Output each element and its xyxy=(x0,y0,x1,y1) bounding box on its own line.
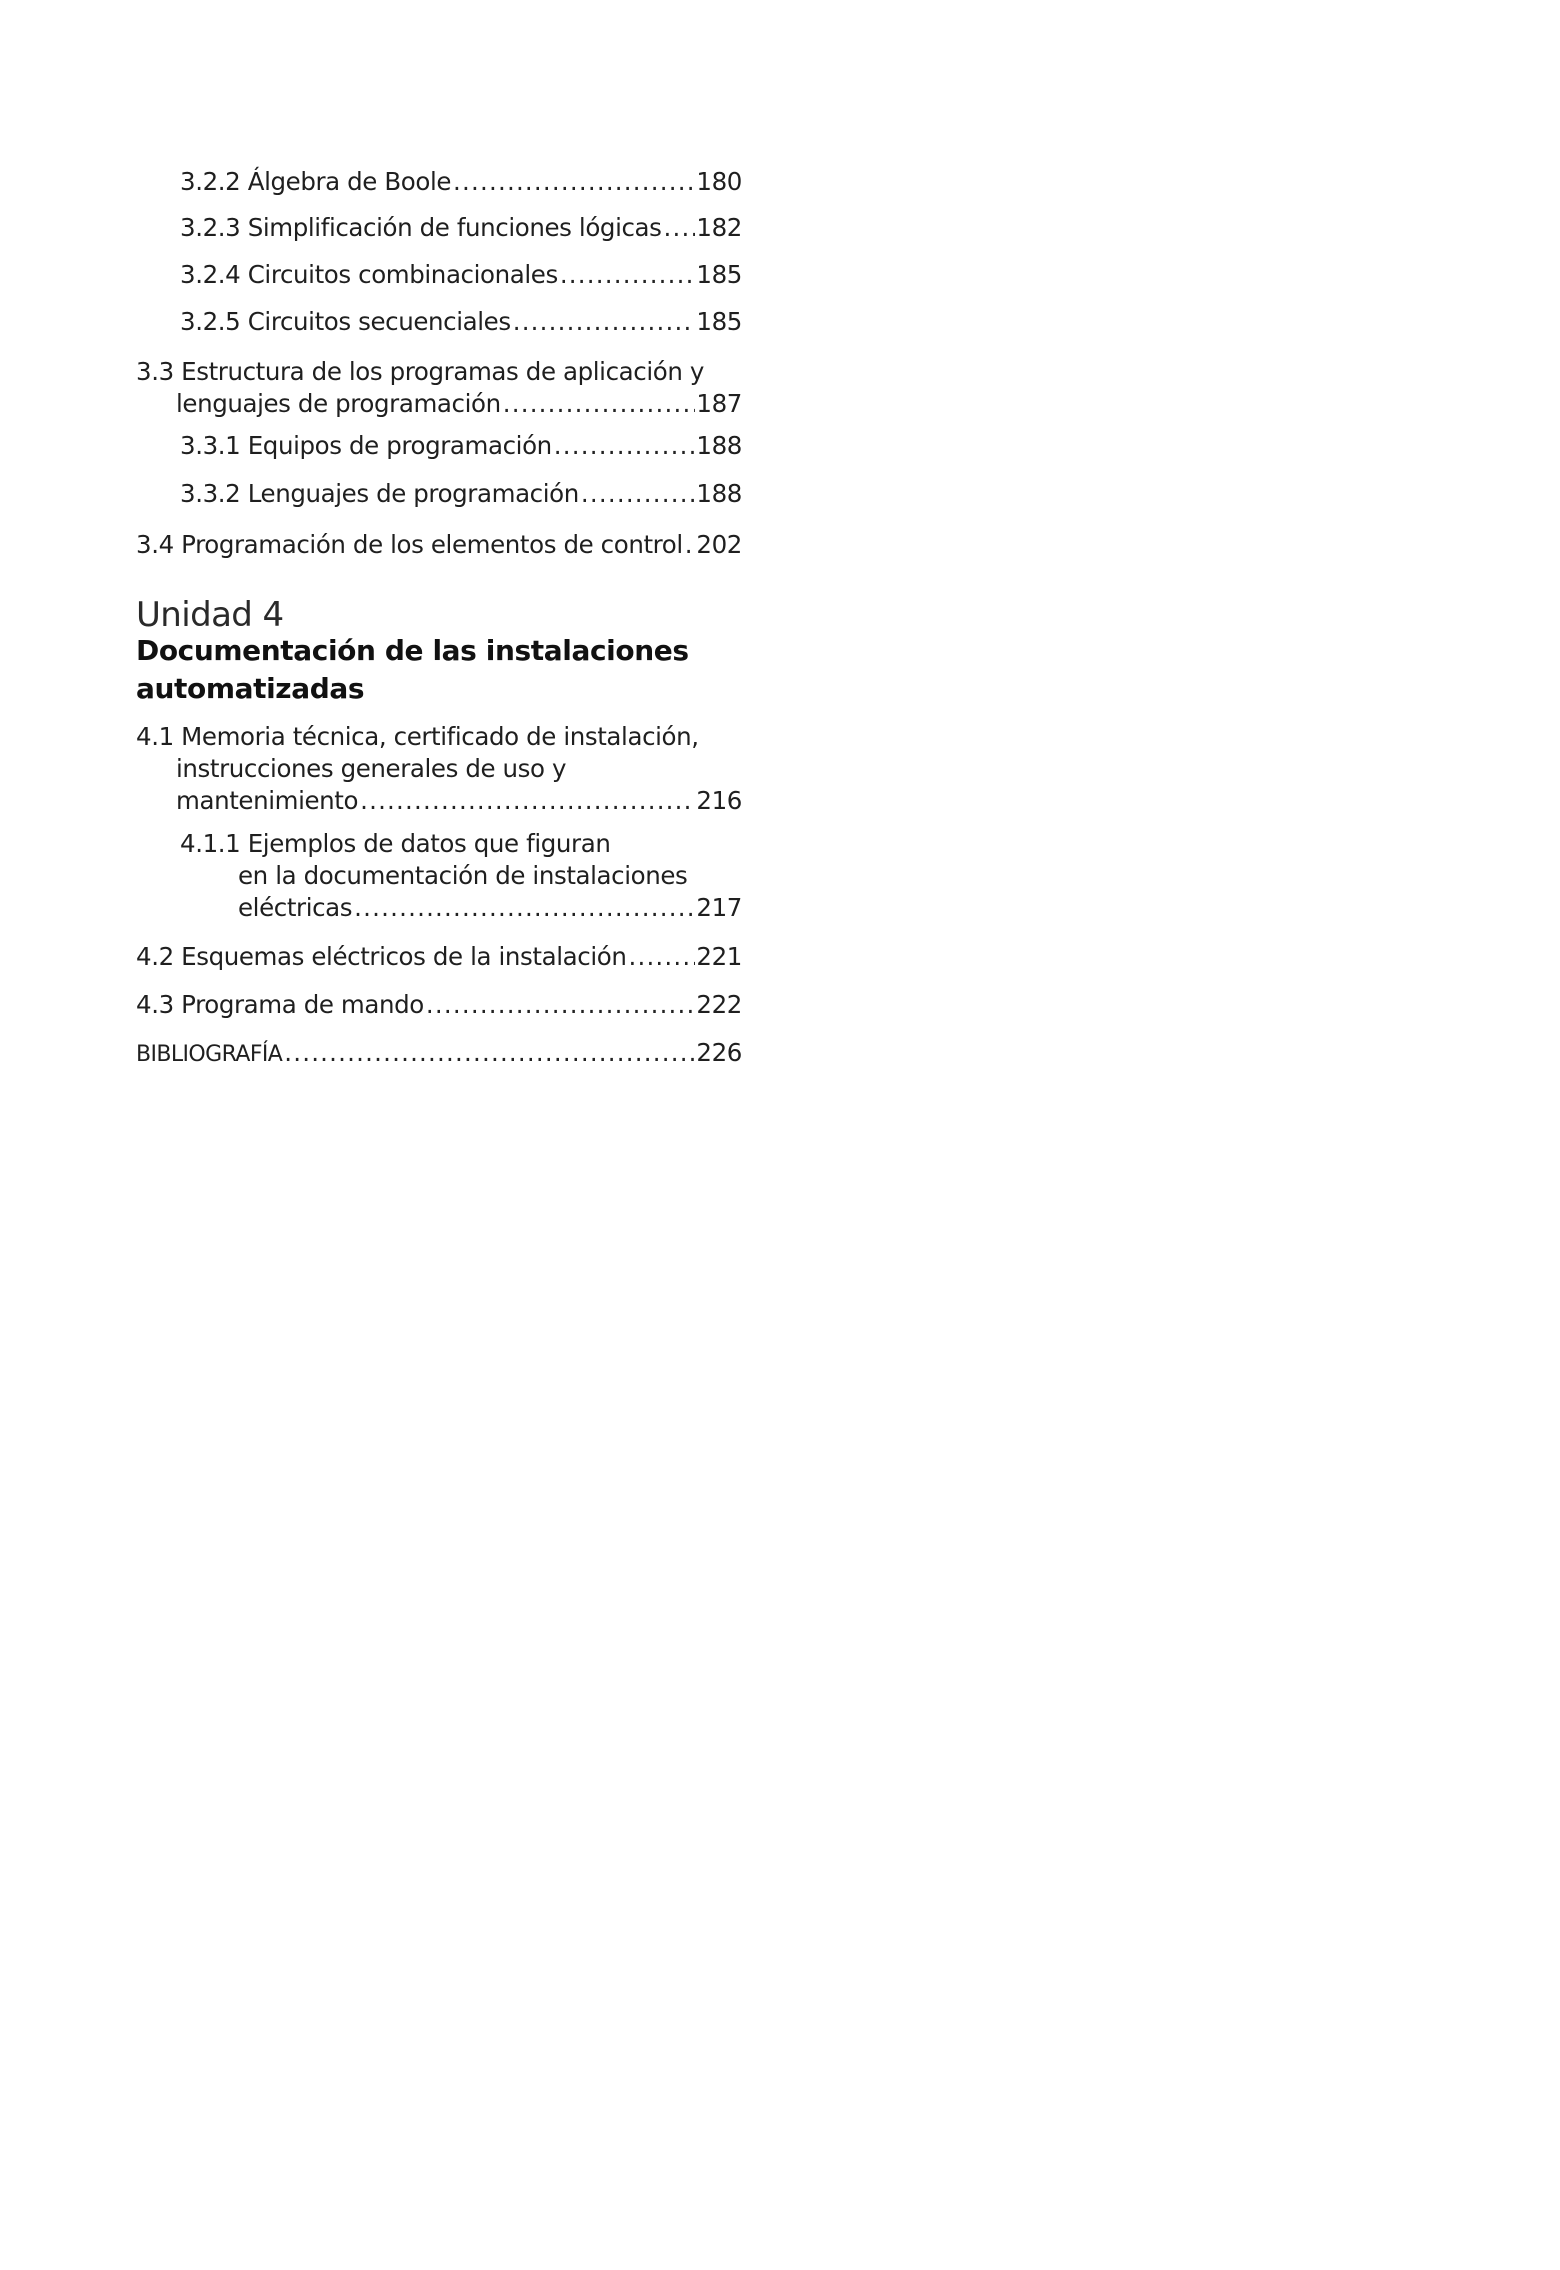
toc-entry-title: 4.1 Memoria técnica, certificado de instalación, xyxy=(136,722,699,751)
toc-entry-3-2-4 xyxy=(136,259,742,291)
dot-leader xyxy=(358,785,695,817)
toc-entry-title: 3.4 Programación de los elementos de control xyxy=(136,530,683,559)
toc-entry-bibliography xyxy=(136,1037,742,1071)
dot-leader xyxy=(683,529,696,561)
toc-entry-title: 3.2.4 Circuitos combinacionales xyxy=(180,260,558,289)
unit-label: Unidad 4 xyxy=(136,595,284,635)
dot-leader xyxy=(424,989,696,1021)
dot-leader xyxy=(501,388,696,420)
dot-leader xyxy=(352,892,695,924)
toc-page-number: 180 xyxy=(696,167,742,196)
toc-page-number: 188 xyxy=(696,479,742,508)
toc-entry-4-1 xyxy=(136,721,742,817)
toc-entry-title: 4.2 Esquemas eléctricos de la instalación xyxy=(136,942,627,971)
toc-entry-title: 3.3 Estructura de los programas de aplicación y xyxy=(136,357,704,386)
unit-title-continued: automatizadas xyxy=(136,672,365,705)
toc-entry-title-continued: en la documentación de instalaciones xyxy=(238,861,688,890)
toc-entry-3-2-3 xyxy=(136,212,742,244)
toc-page-number: 182 xyxy=(696,213,742,242)
toc-entry-title-continued: mantenimiento xyxy=(176,786,359,815)
dot-leader xyxy=(626,941,695,973)
toc-page-number: 185 xyxy=(696,307,742,336)
toc-entry-title: 3.3.1 Equipos de programación xyxy=(180,431,552,460)
dot-leader xyxy=(511,306,696,338)
toc-page-number: 188 xyxy=(696,431,742,460)
toc-page-number: 221 xyxy=(696,942,742,971)
toc-entry-title-continued: instrucciones generales de uso y xyxy=(176,754,567,783)
toc-entry-4-1-1 xyxy=(136,828,742,924)
unit-title: Documentación de las instalaciones xyxy=(136,634,689,667)
toc-page-number: 222 xyxy=(696,990,742,1019)
toc-entry-title: 3.2.3 Simplificación de funciones lógicas xyxy=(180,213,662,242)
toc-entry-3-3 xyxy=(136,356,742,420)
toc-entry-3-3-2 xyxy=(136,478,742,510)
toc-entry-title: 3.3.2 Lenguajes de programación xyxy=(180,479,579,508)
unit-heading xyxy=(136,596,742,708)
dot-leader xyxy=(662,212,696,244)
toc-entry-title: 3.2.2 Álgebra de Boole xyxy=(180,167,452,196)
toc-page-number: 185 xyxy=(696,260,742,289)
dot-leader xyxy=(451,166,695,198)
toc-entry-title: 4.1.1 Ejemplos de datos que figuran xyxy=(180,829,611,858)
toc-entry-3-4 xyxy=(136,529,742,561)
toc-entry-title-continued: lenguajes de programación xyxy=(176,389,501,418)
toc-page-number: 217 xyxy=(696,893,742,922)
toc-entry-title: BIBLIOGRAFÍA xyxy=(136,1042,283,1067)
toc-entry-3-3-1 xyxy=(136,430,742,462)
dot-leader xyxy=(558,259,696,291)
dot-leader xyxy=(282,1037,695,1069)
toc-entry-3-2-5 xyxy=(136,306,742,338)
toc-entry-4-3 xyxy=(136,989,742,1021)
toc-page-number: 187 xyxy=(696,389,742,418)
toc-page-number: 216 xyxy=(696,786,742,815)
toc-page-number: 202 xyxy=(696,530,742,559)
toc-entry-3-2-2 xyxy=(136,166,742,198)
dot-leader xyxy=(552,430,696,462)
toc-entry-title-continued: eléctricas xyxy=(238,893,353,922)
toc-entry-4-2 xyxy=(136,941,742,973)
toc-page-number: 226 xyxy=(696,1038,742,1067)
toc-entry-title: 3.2.5 Circuitos secuenciales xyxy=(180,307,511,336)
toc-entry-title: 4.3 Programa de mando xyxy=(136,990,424,1019)
dot-leader xyxy=(579,478,696,510)
